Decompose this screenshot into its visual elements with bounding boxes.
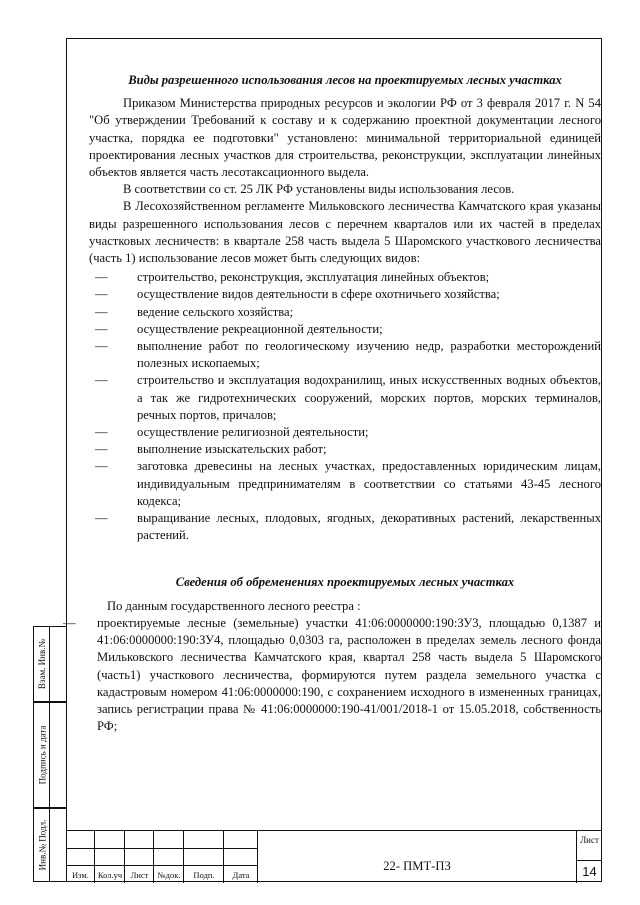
title-block xyxy=(66,830,602,882)
stamp-col-izm: Изм. xyxy=(72,869,89,880)
stamp-col-list: Лист xyxy=(130,869,149,880)
side-box-vzam xyxy=(33,626,66,702)
side-label-inv: Инв.№ Подл. xyxy=(37,819,47,871)
list-dash: — xyxy=(95,287,108,302)
paragraph-order: Приказом Министерства природных ресурсов и экологии РФ от 3 февраля 2017 г. N 54 "Об утверждении Требований к составу и к содержанию проектной документации лесного участка, порядка ее подготовки" установлено: минимальной территориальной единицей проектирования лесных участков для строительства, реконструкции, эксплуатации линейных объектов является часть лесотаксационного выдела. xyxy=(89,96,601,180)
list-dash: — xyxy=(95,321,108,336)
list-item: — выполнение изыскательских работ; xyxy=(89,441,601,458)
sheet-number-box xyxy=(576,831,602,883)
list-item: — выращивание лесных, плодовых, ягодных, декоративных растений, лекарственных растений. xyxy=(95,511,601,543)
stamp-col-podp: Подп. xyxy=(193,869,215,880)
list-item: — строительство, реконструкция, эксплуатация линейных объектов; xyxy=(89,269,601,286)
list-dash: — xyxy=(95,511,108,526)
stamp-col-ndok: №док. xyxy=(157,869,181,880)
encumbrance-item: — проектируемые лесные (земельные) участки 41:06:0000000:190:ЗУ3, площадью 0,1387 и 41:06:0000000:190:ЗУ4, площадью 0,0303 га, расположен в пределах земель лесного фонда Мильковского лесничества Камчатского края, квартал 258 часть выдела 5 Шаромского (часть1) участкового лесничества, формируются путем раздела земельного участка с кадастровым номером 41:06:0000000:190, с сохранением исходного в измененных границах, запись регистрации права № 41:06:0000000:190-41/001/2018-1 от 15.05.2018, собственность РФ; xyxy=(63,615,601,734)
list-dash: — xyxy=(95,373,108,388)
list-dash: — xyxy=(95,442,108,457)
list-item: — заготовка древесины на лесных участках, предоставленных юридическим лицам, индивидуальным предпринимателям в соответствии со статьями 43-45 лесного кодекса; xyxy=(95,459,601,508)
list-item: — осуществление религиозной деятельности; xyxy=(89,424,601,441)
forest-use-list xyxy=(89,269,601,544)
paragraph-registry: По данным государственного лесного реестра : xyxy=(107,598,361,613)
page-content xyxy=(63,72,601,735)
side-label-vzam: Взам. Инв.№ xyxy=(37,638,47,690)
section-heading-encumbrances: Сведения об обременениях проектируемых лесных участках xyxy=(175,575,515,590)
list-item: — осуществление рекреационной деятельности; xyxy=(89,321,601,338)
list-dash: — xyxy=(95,425,108,440)
paragraph-regulation: В Лесохозяйственном регламенте Мильковского лесничества Камчатского края указаны виды разрешенного использования лесов с перечнем кварталов или их частей в пределах участковых лесничеств: в квартале 258 часть выдела 5 Шаромского участкового лесничества (часть 1) использование лесов может быть следующих видов: xyxy=(89,199,601,266)
document-code: 22- ПМТ-ПЗ xyxy=(383,858,451,873)
side-label-podpis: Подпись и дата xyxy=(37,725,47,785)
section-heading-forest-use: Виды разрешенного использования лесов на проектируемых лесных участках xyxy=(128,73,562,87)
side-box-inv xyxy=(33,808,66,882)
list-dash: — xyxy=(63,615,76,630)
list-item: — строительство и эксплуатация водохранилищ, иных искусственных водных объектов, а так же гидротехнических сооружений, морских портов, морских терминалов, речных портов, причалов; xyxy=(95,373,601,422)
stamp-col-kol: Кол.уч xyxy=(97,869,123,880)
list-item: — выполнение работ по геологическому изучению недр, разработки месторождений полезных ископаемых; xyxy=(95,339,601,371)
list-item: — осуществление видов деятельности в сфере охотничьего хозяйства; xyxy=(89,286,601,303)
list-dash: — xyxy=(95,339,108,354)
list-item: — ведение сельского хозяйства; xyxy=(89,304,601,321)
sheet-label: Лист xyxy=(580,835,599,845)
list-dash: — xyxy=(95,459,108,474)
page-number: 14 xyxy=(577,860,602,879)
paragraph-article-25: В соответствии со ст. 25 ЛК РФ установлены виды использования лесов. xyxy=(123,182,515,197)
list-dash: — xyxy=(95,270,108,285)
stamp-col-data: Дата xyxy=(232,869,250,880)
side-box-podpis xyxy=(33,702,66,808)
list-dash: — xyxy=(95,304,108,319)
